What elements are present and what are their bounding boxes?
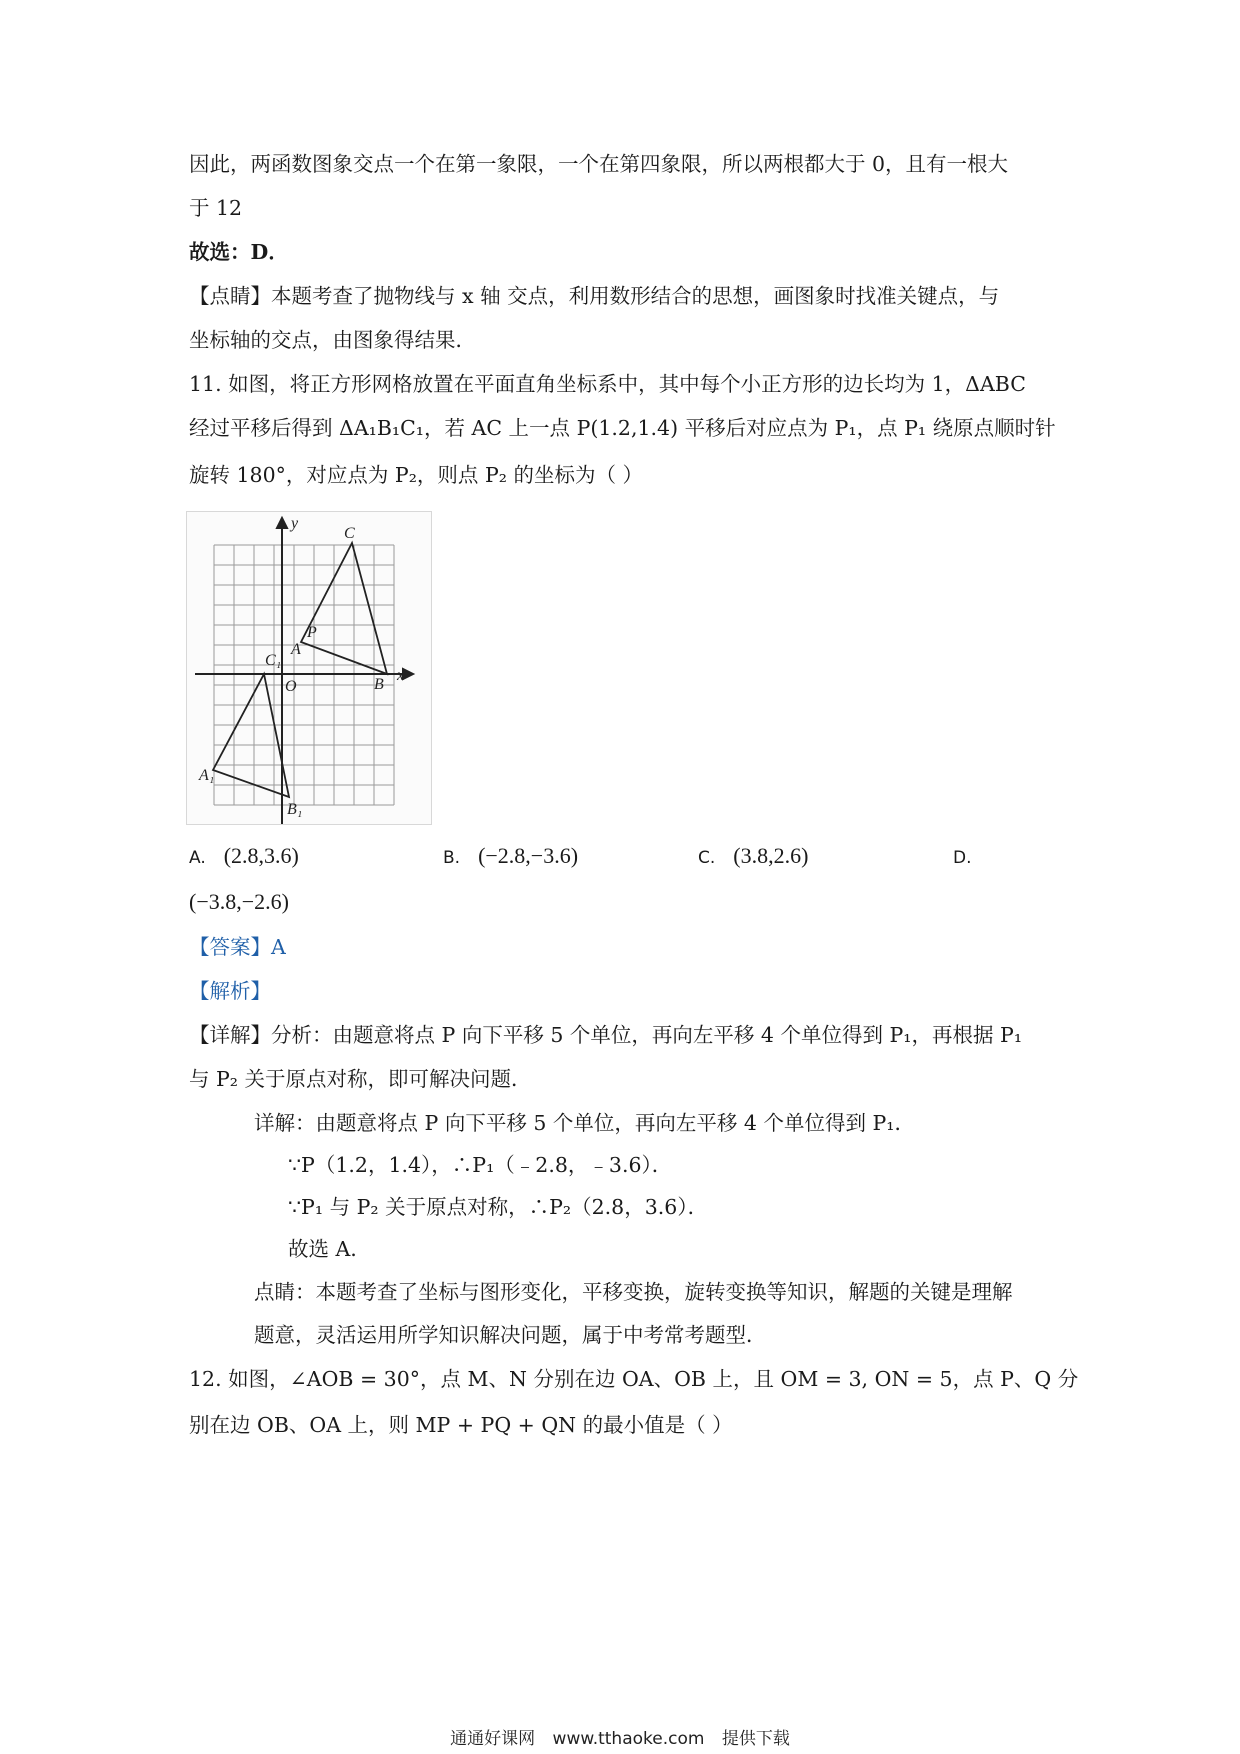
footer-action: 提供下载 xyxy=(721,1729,790,1749)
question-11-line: 11. 如图，将正方形网格放置在平面直角坐标系中，其中每个小正方形的边长均为 1，ΔABC xyxy=(189,372,1026,396)
option-value: (2.8,3.6) xyxy=(223,843,299,868)
y-axis-arrow xyxy=(277,518,287,528)
remark-line: 点睛：本题考查了坐标与图形变化，平移变换，旋转变换等知识，解题的关键是理解 xyxy=(254,1280,1013,1304)
label-c1: C₁ xyxy=(265,652,282,669)
question-11-line: 旋转 180°，对应点为 P₂，则点 P₂ 的坐标为（ ） xyxy=(189,463,643,487)
footer-url[interactable]: www.tthaoke.com xyxy=(552,1729,705,1749)
detail-line: 故选 A． xyxy=(288,1237,371,1261)
coordinate-grid-figure xyxy=(186,511,432,825)
option-value: (3.8,2.6) xyxy=(733,843,809,868)
option-b xyxy=(443,841,578,873)
remark-line: 坐标轴的交点，由图象得结果． xyxy=(189,328,476,352)
option-d-value xyxy=(189,887,289,917)
label-p: P xyxy=(307,624,317,641)
text-line: 故选：D． xyxy=(189,240,289,264)
option-a xyxy=(189,841,299,873)
label-y: y xyxy=(291,515,299,532)
question-12-line: 别在边 OB、OA 上，则 MP + PQ + QN 的最小值是（ ） xyxy=(189,1413,733,1437)
option-label: C. xyxy=(698,848,716,868)
footer-site-name: 通通好课网 xyxy=(450,1729,536,1749)
label-c: C xyxy=(344,525,355,542)
option-label: D. xyxy=(953,848,972,868)
label-x: x xyxy=(397,667,405,684)
label-b1: B₁ xyxy=(287,801,303,818)
option-c xyxy=(698,841,808,873)
remark-line: 题意，灵活运用所学知识解决问题，属于中考常考题型． xyxy=(254,1323,767,1347)
detail-line: ∵P₁ 与 P₂ 关于原点对称，∴P₂（2.8，3.6）． xyxy=(288,1195,709,1219)
detail-line: ∵P（1.2，1.4），∴P₁（﹣2.8，﹣3.6）． xyxy=(288,1153,673,1177)
question-11-line: 经过平移后得到 ΔA₁B₁C₁，若 AC 上一点 P(1.2,1.4) 平移后对应点为 P₁，点 P₁ 绕原点顺时针 xyxy=(189,416,1056,440)
analysis-tag: 【解析】 xyxy=(189,979,271,1003)
option-value: (−2.8,−3.6) xyxy=(478,843,579,868)
option-label: B. xyxy=(443,848,461,868)
label-a: A xyxy=(291,641,301,658)
option-d-label xyxy=(953,841,990,873)
grid-svg xyxy=(187,512,431,824)
triangle-a1b1c1 xyxy=(213,674,289,797)
detail-line: 与 P₂ 关于原点对称，即可解决问题． xyxy=(189,1067,532,1091)
option-label: A. xyxy=(189,848,206,868)
text-line: 于 12 xyxy=(189,196,243,220)
page-footer xyxy=(0,1724,1240,1749)
question-12-line: 12. 如图，∠AOB = 30°，点 M、N 分别在边 OA、OB 上，且 OM = 3, ON = 5，点 P、Q 分 xyxy=(189,1367,1079,1391)
x-axis-arrow xyxy=(403,669,413,679)
text-line: 因此，两函数图象交点一个在第一象限，一个在第四象限，所以两根都大于 0，且有一根大 xyxy=(189,152,1009,176)
answer-tag: 【答案】A xyxy=(189,935,286,959)
remark-line: 【点睛】本题考查了抛物线与 x 轴 交点，利用数形结合的思想，画图象时找准关键点，与 xyxy=(189,284,1000,308)
option-value: (−3.8,−2.6) xyxy=(189,889,289,914)
label-a1: A₁ xyxy=(199,767,215,784)
detail-line: 【详解】分析：由题意将点 P 向下平移 5 个单位，再向左平移 4 个单位得到 P₁，再根据 P₁ xyxy=(189,1023,1023,1047)
label-b: B xyxy=(374,676,384,693)
detail-line: 详解：由题意将点 P 向下平移 5 个单位，再向左平移 4 个单位得到 P₁． xyxy=(254,1111,916,1135)
label-o: O xyxy=(285,678,297,695)
